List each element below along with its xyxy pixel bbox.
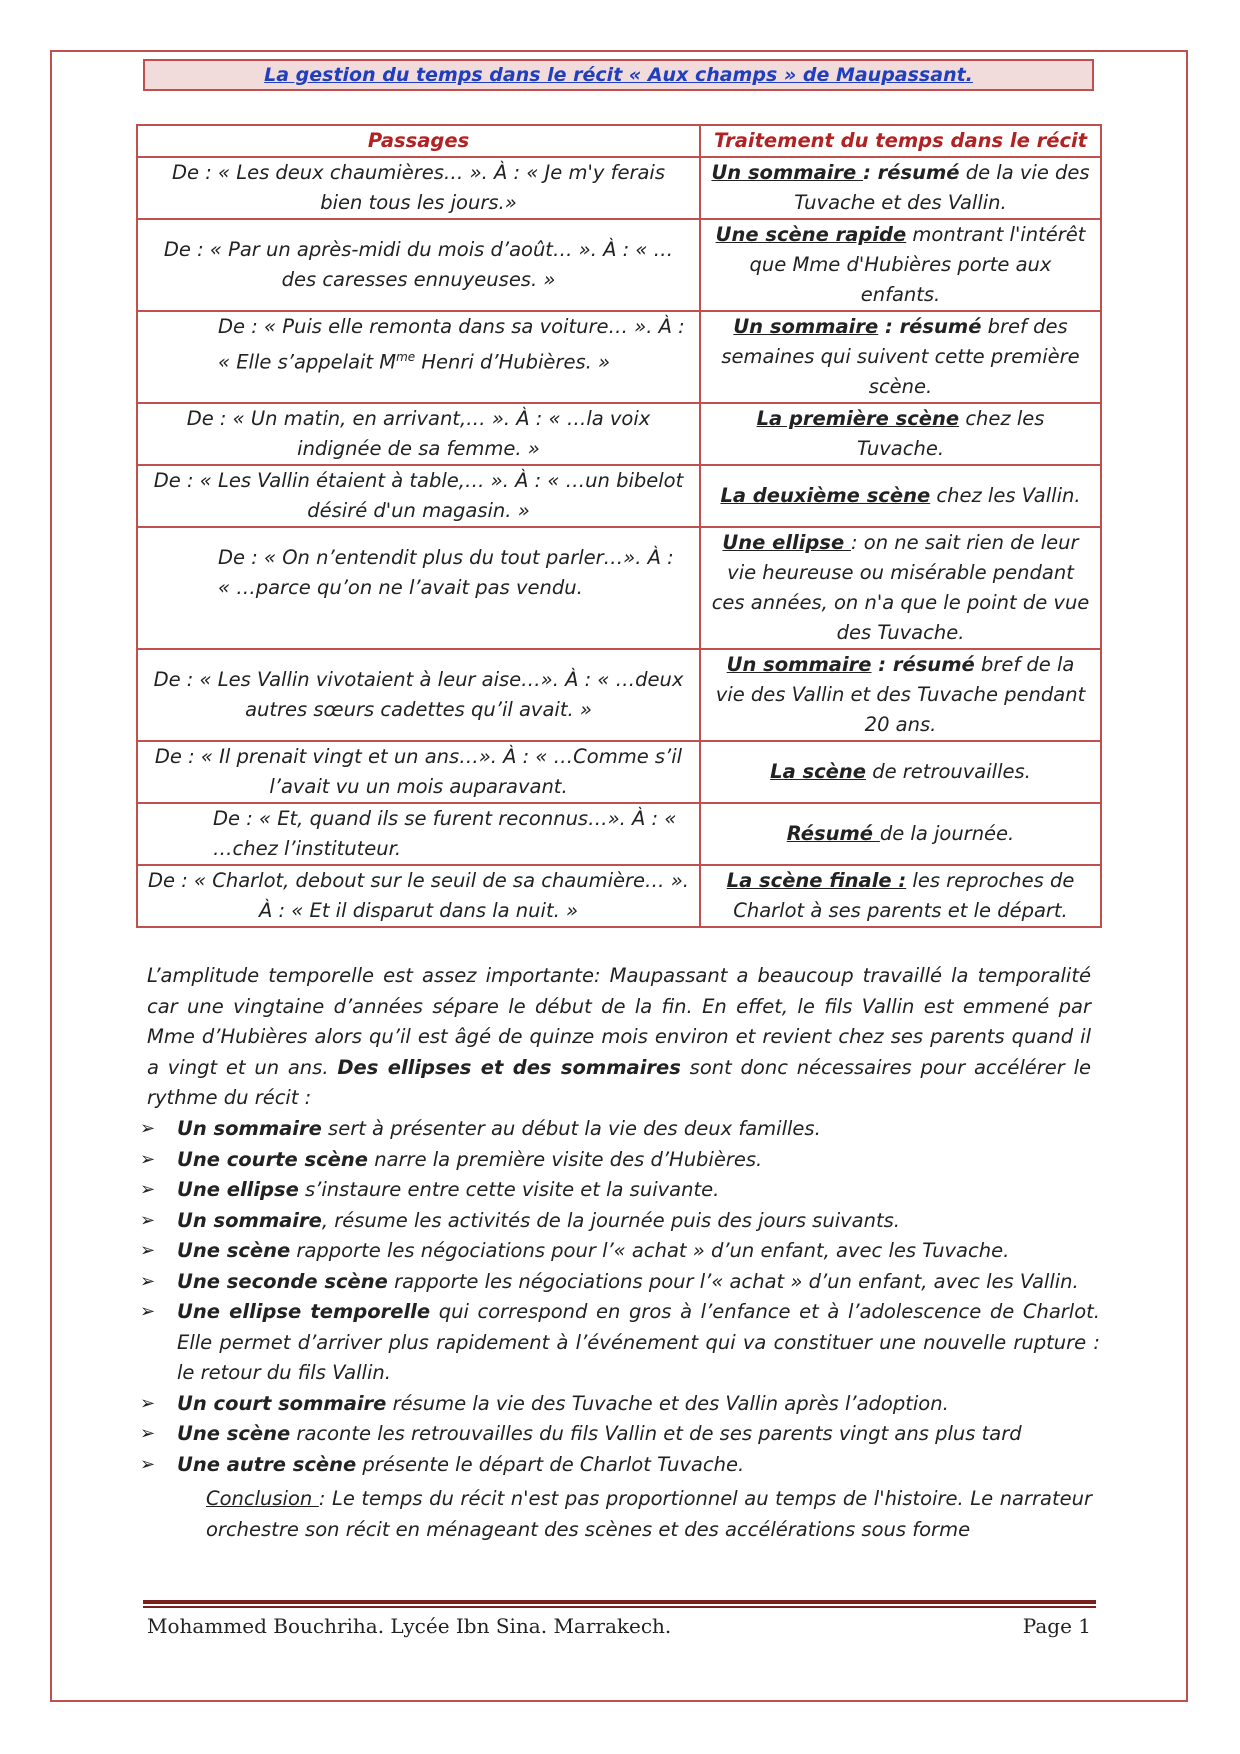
table-row (137, 527, 1101, 649)
header-traitement: Traitement du temps dans le récit (700, 125, 1101, 157)
arrow-bullet-icon: ➢ (140, 1270, 156, 1292)
treatment-label: Un sommaire (711, 161, 864, 184)
passage-cell: De : « Charlot, debout sur le seuil de sa chaumière… ». À : « Et il disparut dans la nuit. » (137, 865, 700, 927)
treatment-cell (700, 649, 1101, 741)
table-header-row (137, 125, 1101, 157)
arrow-bullet-icon: ➢ (140, 1423, 156, 1444)
list-item (140, 1206, 1100, 1237)
treatment-text: chez les Tuvache. (856, 407, 1045, 460)
passages-table (136, 124, 1102, 928)
bullet-text: qui correspond en gros à l’enfance et à l’adolescence de Charlot. Elle permet d’arriver plus rapidement à l’événement qui va constituer une nouvelle rupture : le retour du fils Vallin. (177, 1300, 1100, 1384)
passage-cell: De : « Et, quand ils se furent reconnus…». À : « …chez l’instituteur. (137, 803, 700, 865)
treatment-label: La deuxième scène (720, 484, 931, 507)
conclusion-text: : Le temps du récit n'est pas proportionnel au temps de l'histoire. Le narrateur orchestre son récit en ménageant des scènes et des accélérations sous forme (206, 1487, 1093, 1541)
treatment-text: chez les Vallin. (930, 484, 1081, 507)
list-item (140, 1297, 1100, 1389)
list-item (140, 1236, 1100, 1267)
treatment-label: Une scène rapide (715, 223, 907, 246)
treatment-cell (700, 803, 1101, 865)
bullet-list-container (140, 1114, 1100, 1480)
treatment-text: bref de la vie des Vallin et des Tuvache pendant 20 ans. (715, 653, 1086, 736)
list-item (140, 1267, 1100, 1298)
arrow-bullet-icon: ➢ (140, 1240, 156, 1261)
intro-paragraph (147, 961, 1091, 1114)
bullet-text: rapporte les négociations pour l’« achat » d’un enfant, avec les Vallin. (387, 1269, 1079, 1293)
bullet-bold: Une scène (177, 1239, 291, 1262)
treatment-text: les reproches de Charlot à ses parents et le départ. (733, 869, 1075, 922)
arrow-bullet-icon: ➢ (140, 1179, 156, 1200)
table-row (137, 311, 1101, 403)
list-item (140, 1145, 1100, 1176)
arrow-bullet-icon: ➢ (140, 1148, 156, 1170)
treatment-cell (700, 465, 1101, 527)
bullet-bold: Une ellipse (177, 1178, 299, 1201)
bullet-bold: Une ellipse temporelle (177, 1300, 431, 1323)
table-row (137, 865, 1101, 927)
treatment-text: montrant l'intérêt que Mme d'Hubières porte aux enfants. (749, 223, 1086, 306)
treatment-text: de la journée. (879, 822, 1015, 845)
bullet-bold: Une seconde scène (177, 1269, 388, 1293)
bullet-text: raconte les retrouvailles du fils Vallin et de ses parents vingt ans plus tard (290, 1422, 1022, 1445)
table-row (137, 649, 1101, 741)
passage-sup: me (396, 350, 416, 364)
table-row (137, 157, 1101, 219)
table-row (137, 741, 1101, 803)
bullet-text: narre la première visite des d’Hubières. (368, 1147, 763, 1171)
bullet-bold: Un court sommaire (177, 1391, 387, 1415)
treatment-label-bold: : résumé (863, 161, 960, 184)
treatment-cell (700, 865, 1101, 927)
arrow-bullet-icon: ➢ (140, 1118, 156, 1139)
bullet-text: , résume les activités de la journée puis des jours suivants. (321, 1208, 900, 1232)
treatment-label: Un sommaire (733, 315, 879, 338)
intro-bold: Des ellipses et des sommaires (337, 1055, 681, 1079)
conclusion (206, 1484, 1092, 1545)
treatment-cell (700, 157, 1101, 219)
footer-divider-thick (143, 1600, 1096, 1604)
page-title: La gestion du temps dans le récit « Aux champs » de Maupassant. (264, 64, 973, 86)
bullet-text: sert à présenter au début la vie des deux familles. (321, 1117, 821, 1140)
treatment-cell (700, 741, 1101, 803)
bullet-bold: Une courte scène (177, 1147, 369, 1171)
passage-cell: De : « Les Vallin vivotaient à leur aise…». À : « …deux autres sœurs cadettes qu’il avait. » (137, 649, 700, 741)
treatment-label: Une ellipse (722, 531, 852, 554)
conclusion-label: Conclusion (206, 1487, 319, 1510)
passage-text-end: Henri d’Hubières. » (415, 350, 611, 374)
treatment-label: La scène (770, 760, 867, 783)
footer-author: Mohammed Bouchriha. Lycée Ibn Sina. Marrakech. (147, 1614, 672, 1638)
bullet-bold: Une autre scène (177, 1452, 357, 1476)
arrow-bullet-icon: ➢ (140, 1209, 156, 1231)
table-row (137, 219, 1101, 311)
bullet-bold: Un sommaire (177, 1208, 322, 1232)
passage-cell: De : « Les deux chaumières… ». À : « Je m'y ferais bien tous les jours.» (137, 157, 700, 219)
treatment-label: Un sommaire (726, 653, 872, 676)
passage-cell: De : « Un matin, en arrivant,… ». À : « …la voix indignée de sa femme. » (137, 403, 700, 465)
footer-page-number: Page 1 (1022, 1614, 1091, 1638)
intro-text-end: sont donc nécessaires pour accélérer le rythme du récit : (147, 1055, 1092, 1109)
footer (147, 1614, 1091, 1638)
treatment-text: de retrouvailles. (866, 760, 1031, 783)
passage-cell: De : « Il prenait vingt et un ans…». À : « …Comme s’il l’avait vu un mois auparavant. (137, 741, 700, 803)
bullet-text: présente le départ de Charlot Tuvache. (356, 1452, 745, 1476)
intro-text: L’amplitude temporelle est assez importante: Maupassant a beaucoup travaillé la temporalité car une vingtaine d’années sépare le début de la fin. En effet, le fils Vallin est emmené par Mme d’Hubières alors qu’il est âgé de quinze mois environ et revient chez ses parents quand il a vingt et un ans. (147, 964, 1091, 1079)
arrow-bullet-icon: ➢ (140, 1453, 156, 1475)
treatment-label-bold: : résumé (871, 653, 975, 676)
passage-text: De : « Puis elle remonta dans sa voiture… ». À : « Elle s’appelait M (218, 315, 685, 374)
footer-divider-thin (143, 1606, 1096, 1608)
treatment-cell (700, 403, 1101, 465)
treatment-text: : on ne sait rien de leur vie heureuse ou misérable pendant ces années, on n'a que le point de vue des Tuvache. (711, 531, 1090, 644)
bullet-bold: Une scène (177, 1422, 291, 1445)
treatment-text: de la vie des Tuvache et des Vallin. (794, 161, 1090, 214)
title-box (143, 59, 1094, 91)
treatment-label: Résumé (786, 822, 880, 845)
treatment-label: La scène finale : (726, 869, 907, 892)
arrow-bullet-icon: ➢ (140, 1301, 156, 1322)
treatment-cell (700, 219, 1101, 311)
treatment-label-bold: : résumé (878, 315, 982, 338)
bullet-bold: Un sommaire (177, 1117, 322, 1140)
treatment-label: La première scène (756, 407, 960, 430)
arrow-bullet-icon: ➢ (140, 1392, 156, 1414)
bullet-text: s’instaure entre cette visite et la suivante. (298, 1178, 720, 1201)
list-item (140, 1175, 1100, 1206)
list-item (140, 1419, 1100, 1450)
list-item (140, 1114, 1100, 1145)
passage-cell: De : « On n’entendit plus du tout parler…». À : « …parce qu’on ne l’avait pas vendu. (137, 527, 700, 649)
table-row (137, 465, 1101, 527)
treatment-text: bref des semaines qui suivent cette première scène. (721, 315, 1080, 398)
bullet-text: résume la vie des Tuvache et des Vallin après l’adoption. (386, 1391, 949, 1415)
list-item (140, 1389, 1100, 1420)
passage-cell: De : « Par un après-midi du mois d’août… ». À : « …des caresses ennuyeuses. » (137, 219, 700, 311)
passage-cell: De : « Les Vallin étaient à table,… ». À : « …un bibelot désiré d'un magasin. » (137, 465, 700, 527)
passage-cell (137, 311, 700, 403)
treatment-cell (700, 527, 1101, 649)
table-row (137, 803, 1101, 865)
treatment-cell (700, 311, 1101, 403)
table-row (137, 403, 1101, 465)
list-item (140, 1450, 1100, 1481)
bullet-text: rapporte les négociations pour l’« achat » d’un enfant, avec les Tuvache. (290, 1239, 1010, 1262)
header-passages: Passages (137, 125, 700, 157)
bullet-list (140, 1114, 1100, 1480)
